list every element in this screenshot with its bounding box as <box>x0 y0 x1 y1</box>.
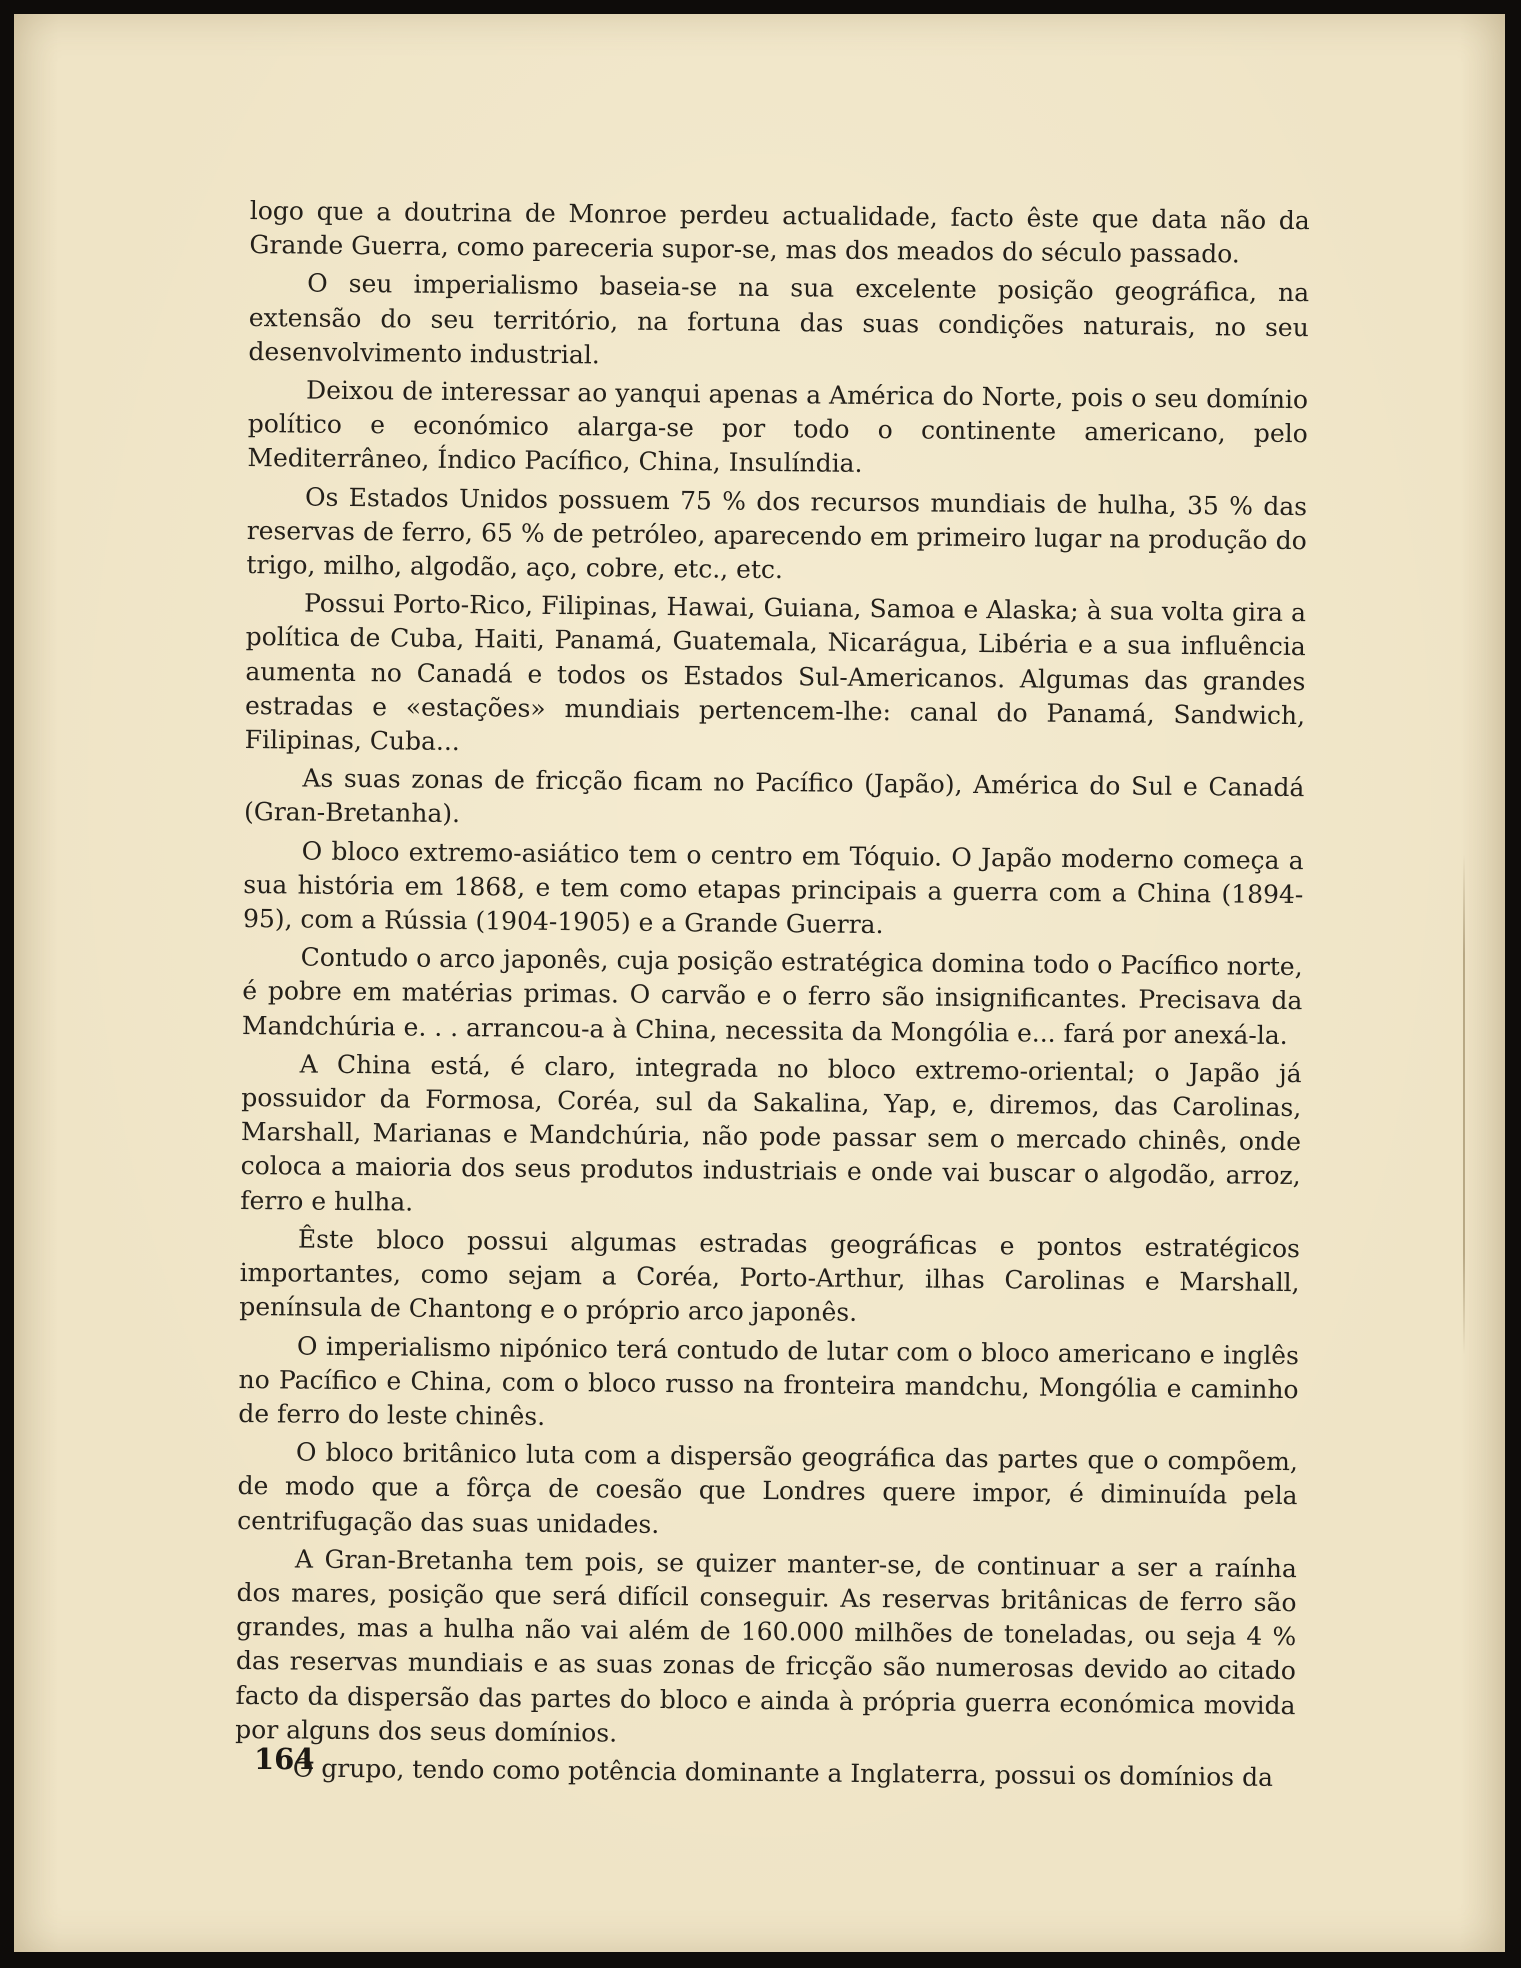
book-page <box>14 14 1505 1952</box>
paragraph: Contudo o arco japonês, cuja posição estratégica domina todo o Pacífico norte, é pobre em matérias primas. O carvão e o ferro são insignificantes. Precisava da Mandchúria e. . . arrancou-a à China, necessita da Mongólia e... fará por anexá-la. <box>241 942 1303 1050</box>
paragraph: O imperialismo nipónico terá contudo de lutar com o bloco americano e inglês no Pacífico e China, com o bloco russo na fronteira mandchu, Mongólia e caminho de ferro do leste chinês. <box>238 1331 1300 1431</box>
paragraph: A China está, é claro, integrada no bloco extremo-oriental; o Japão já possuidor da Formosa, Coréa, sul da Sakalina, Yap, e, diremos, das Carolinas, Marshall, Marianas e Mandchúria, não pode passar sem o mercado chinês, onde coloca a maioria dos seus produtos industriais e onde vai buscar o algodão, arroz, ferro e hulha. <box>240 1049 1302 1217</box>
paragraph: logo que a doutrina de Monroe perdeu actualidade, facto êste que data não da Grande Guerra, como pareceria supor-se, mas dos meados do século passado. <box>249 195 1310 269</box>
page-number: 164 <box>254 1742 315 1776</box>
paragraph: Os Estados Unidos possuem 75 % dos recursos mundiais de hulha, 35 % das reservas de ferro, 65 % de petróleo, aparecendo em primeiro lugar na produção do trigo, milho, algodão, aço, cobre, etc., etc. <box>246 482 1308 585</box>
paragraph: Possui Porto-Rico, Filipinas, Hawai, Guiana, Samoa e Alaska; à sua volta gira a política de Cuba, Haiti, Panamá, Guatemala, Nicarágua, Libéria e a sua influência aumenta no Canadá e todos os Estados Sul-Americanos. Algumas das grandes estradas e «estações» mundiais pertencem-lhe: canal do Panamá, Sandwich, Filipinas, Cuba... <box>244 588 1307 757</box>
paragraph: O bloco britânico luta com a dispersão geográfica das partes que o compõem, de modo que a fôrça de coesão que Londres quere impor, é diminuída pela centrifugação das suas unidades. <box>237 1437 1299 1539</box>
paragraph: A Gran-Bretanha tem pois, se quizer manter-se, de continuar a ser a raínha dos mares, posição que será difícil conseguir. As reservas britânicas de ferro são grandes, mas a hulha não vai além de 160.000 milhões de toneladas, ou seja 4 % das reservas mundiais e as suas zonas de fricção são numerosas devido ao citado facto da dispersão das partes do bloco e ainda à própria guerra económica movida por alguns dos seus domínios. <box>235 1544 1297 1748</box>
page-fold-mark <box>1463 854 1465 1354</box>
paragraph: O seu imperialismo baseia-se na sua excelente posição geográfica, na extensão do seu território, na fortuna das suas condições naturais, no seu desenvolvimento industrial. <box>248 268 1310 370</box>
paragraph: O grupo, tendo como potência dominante a Inglaterra, possui os domínios da <box>292 1753 1274 1792</box>
paragraph: Deixou de interessar ao yanqui apenas a América do Norte, pois o seu domínio político e económico alarga-se por todo o continente americano, pelo Mediterrâneo, Índico Pacífico, China, Insulíndia. <box>247 375 1309 479</box>
paragraph: As suas zonas de fricção ficam no Pacífico (Japão), América do Sul e Canadá (Gran-Bretanha). <box>243 763 1305 829</box>
paragraph: O bloco extremo-asiático tem o centro em Tóquio. O Japão moderno começa a sua história em 1868, e tem como etapas principais a guerra com a China (1894-95), com a Rússia (1904-1905) e a Grande Guerra. <box>242 836 1304 940</box>
body-text <box>235 194 1310 1799</box>
paragraph: Êste bloco possui algumas estradas geográficas e pontos estratégicos importantes, como sejam a Coréa, Porto-Arthur, ilhas Carolinas e Marshall, península de Chantong e o próprio arco japonês. <box>239 1224 1301 1328</box>
